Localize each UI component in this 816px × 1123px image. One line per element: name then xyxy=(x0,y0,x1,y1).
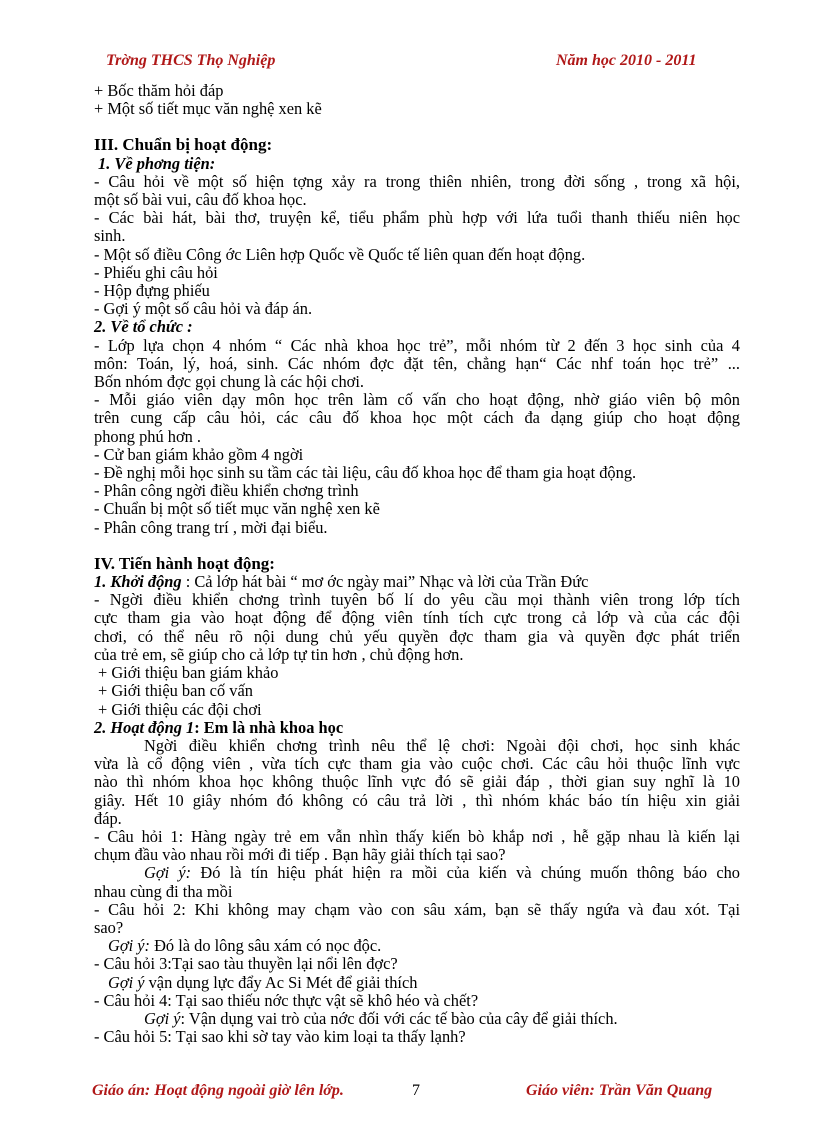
text-line: - Phiếu ghi câu hỏi xyxy=(94,262,218,282)
header-school: Trờng THCS Thọ Nghiệp xyxy=(106,52,276,69)
text-line: - Đề nghị mỗi học sinh su tầm các tài liệu, câu đố khoa học để tham gia hoạt động. xyxy=(94,463,637,483)
section-heading: IV. Tiến hành hoạt động: xyxy=(94,553,275,573)
text-line: cực tham gia vào hoạt động để động viên tính tích cực trong cả lớp và của các đội xyxy=(94,608,740,628)
text-line: + Giới thiệu ban giám khảo xyxy=(98,663,279,683)
header-year: Năm học 2010 - 2011 xyxy=(556,52,697,69)
hint-label: Gợi ý xyxy=(108,972,145,992)
text-line: - Các bài hát, bài thơ, truyện kể, tiểu phẩm phù hợp với lứa tuổi thanh thiếu niên học xyxy=(94,208,740,228)
text-line: - Câu hỏi 2: Khi không may chạm vào con sâu xám, bạn sẽ thấy ngứa và đau xót. Tại xyxy=(94,899,740,919)
text-line: - Phân công ngời điều khiển chơng trình xyxy=(94,481,359,501)
text-line: nhau cùng đi tha mồi xyxy=(94,881,233,901)
footer-lesson-plan: Giáo án: Hoạt động ngoài giờ lên lớp. xyxy=(92,1082,344,1099)
step-text: : Em là nhà khoa học xyxy=(194,717,344,737)
text-line: - Mỗi giáo viên dạy môn học trên làm cố vấn cho hoạt động, nhờ giáo viên bộ môn xyxy=(94,390,740,410)
text-line: - Câu hỏi 1: Hàng ngày trẻ em vẫn nhìn thấy kiến bò khắp nơi , hễ gặp nhau là kiến lại xyxy=(94,826,740,846)
text-line: + Một số tiết mục văn nghệ xen kẽ xyxy=(94,99,322,119)
text-line: trên cung cấp câu hỏi, các câu đố khoa học một cách đa dạng giúp cho hoạt động xyxy=(94,408,740,428)
text-line: - Ngời điều khiển chơng trình tuyên bố lí do yêu cầu mọi thành viên trong lớp tích xyxy=(94,590,740,610)
step-heading: 1. Khởi động xyxy=(94,572,182,592)
text-line: - Câu hỏi về một số hiện tợng xảy ra trong thiên nhiên, trong đời sống , trong xã hội, xyxy=(94,171,740,191)
hint-text: Đó là tín hiệu phát hiện ra mồi của kiến và chúng muốn thông báo cho xyxy=(191,863,740,883)
hint-label: Gợi ý xyxy=(144,1008,181,1028)
footer-teacher: Giáo viên: Trần Văn Quang xyxy=(526,1082,713,1099)
text-line: sao? xyxy=(94,917,124,937)
text-line xyxy=(94,719,740,737)
text-line: - Câu hỏi 4: Tại sao thiếu nớc thực vật sẽ khô héo và chết? xyxy=(94,990,479,1010)
text-line: - Câu hỏi 3:Tại sao tàu thuyền lại nổi lên đợc? xyxy=(94,954,398,974)
text-line: + Bốc thăm hỏi đáp xyxy=(94,81,224,100)
text-line: - Câu hỏi 5: Tại sao khi sờ tay vào kim loại ta thấy lạnh? xyxy=(94,1027,466,1047)
text-line: của trẻ em, sẽ giúp cho cả lớp tự tin hơn , chủ động hơn. xyxy=(94,644,464,664)
text-line: Ngời điều khiển chơng trình nêu thể lệ chơi: Ngoài đội chơi, học sinh khác xyxy=(144,735,740,755)
text-line xyxy=(94,864,740,882)
subsection-heading: 1. Về phơng tiện: xyxy=(98,153,216,173)
text-line: - Phân công trang trí , mời đại biểu. xyxy=(94,517,328,537)
step-heading: 2. Hoạt động 1 xyxy=(94,717,195,737)
text-line: Bốn nhóm đợc gọi chung là các hội chơi. xyxy=(94,372,364,392)
text-line: chụm đầu vào nhau rồi mới đi tiếp . Bạn hãy giải thích tại sao? xyxy=(94,845,506,865)
text-line: - Chuẩn bị một số tiết mục văn nghệ xen kẽ xyxy=(94,499,380,519)
text-line: giây. Hết 10 giây nhóm đó không có câu trả lời , thì nhóm khác báo tín hiệu xin giải xyxy=(94,790,740,810)
text-line: - Một số điều Công ớc Liên hợp Quốc về Quốc tế liên quan đến hoạt động. xyxy=(94,244,586,264)
text-line: nào thì nhóm khoa học không thuộc lĩnh vực đó sẽ giải đáp , thời gian suy nghĩ là 10 xyxy=(94,772,740,792)
text-line xyxy=(94,937,740,955)
text-line xyxy=(94,1010,740,1028)
text-line: chơi, có thể nêu rõ nội dung chủ yếu quyền đợc tham gia và quyền đợc phát triển xyxy=(94,626,740,646)
step-text: : Cả lớp hát bài “ mơ ớc ngày mai” Nhạc và lời của Trần Đức xyxy=(181,572,589,592)
text-line xyxy=(94,573,740,591)
text-line: môn: Toán, lý, hoá, sinh. Các nhóm đợc đặt tên, chẳng hạn“ Các nhf toán học trẻ” ... xyxy=(94,353,740,373)
text-line: đáp. xyxy=(94,808,122,828)
document-body xyxy=(94,82,740,1046)
text-line: + Giới thiệu ban cố vấn xyxy=(98,681,253,701)
text-line: vừa là cổ động viên , vừa tích cực tham gia vào cuộc chơi. Các câu hỏi thuộc lĩnh vực xyxy=(94,754,740,774)
text-line: sinh. xyxy=(94,226,126,246)
text-line: phong phú hơn . xyxy=(94,426,202,446)
subsection-heading: 2. Về tổ chức : xyxy=(94,317,193,337)
hint-text: vận dụng lực đẩy Ac Si Mét để giải thích xyxy=(144,972,418,992)
hint-text: : Vận dụng vai trò của nớc đối với các tế bào của cây để giải thích. xyxy=(180,1008,618,1028)
hint-text: Đó là do lông sâu xám có nọc độc. xyxy=(149,936,382,956)
page-number: 7 xyxy=(412,1082,420,1099)
text-line: - Cử ban giám khảo gồm 4 ngời xyxy=(94,444,304,464)
text-line: một số bài vui, câu đố khoa học. xyxy=(94,190,307,210)
text-line: - Gợi ý một số câu hỏi và đáp án. xyxy=(94,299,313,319)
text-line: - Lớp lựa chọn 4 nhóm “ Các nhà khoa học trẻ”, mỗi nhóm từ 2 đến 3 học sinh của 4 xyxy=(94,335,740,355)
text-line: + Giới thiệu các đội chơi xyxy=(98,699,262,719)
hint-label: Gợi ý: xyxy=(108,936,150,956)
text-line xyxy=(94,974,740,992)
section-heading: III. Chuẩn bị hoạt động: xyxy=(94,135,273,155)
hint-label: Gợi ý: xyxy=(144,863,192,883)
text-line: - Hộp đựng phiếu xyxy=(94,281,210,301)
